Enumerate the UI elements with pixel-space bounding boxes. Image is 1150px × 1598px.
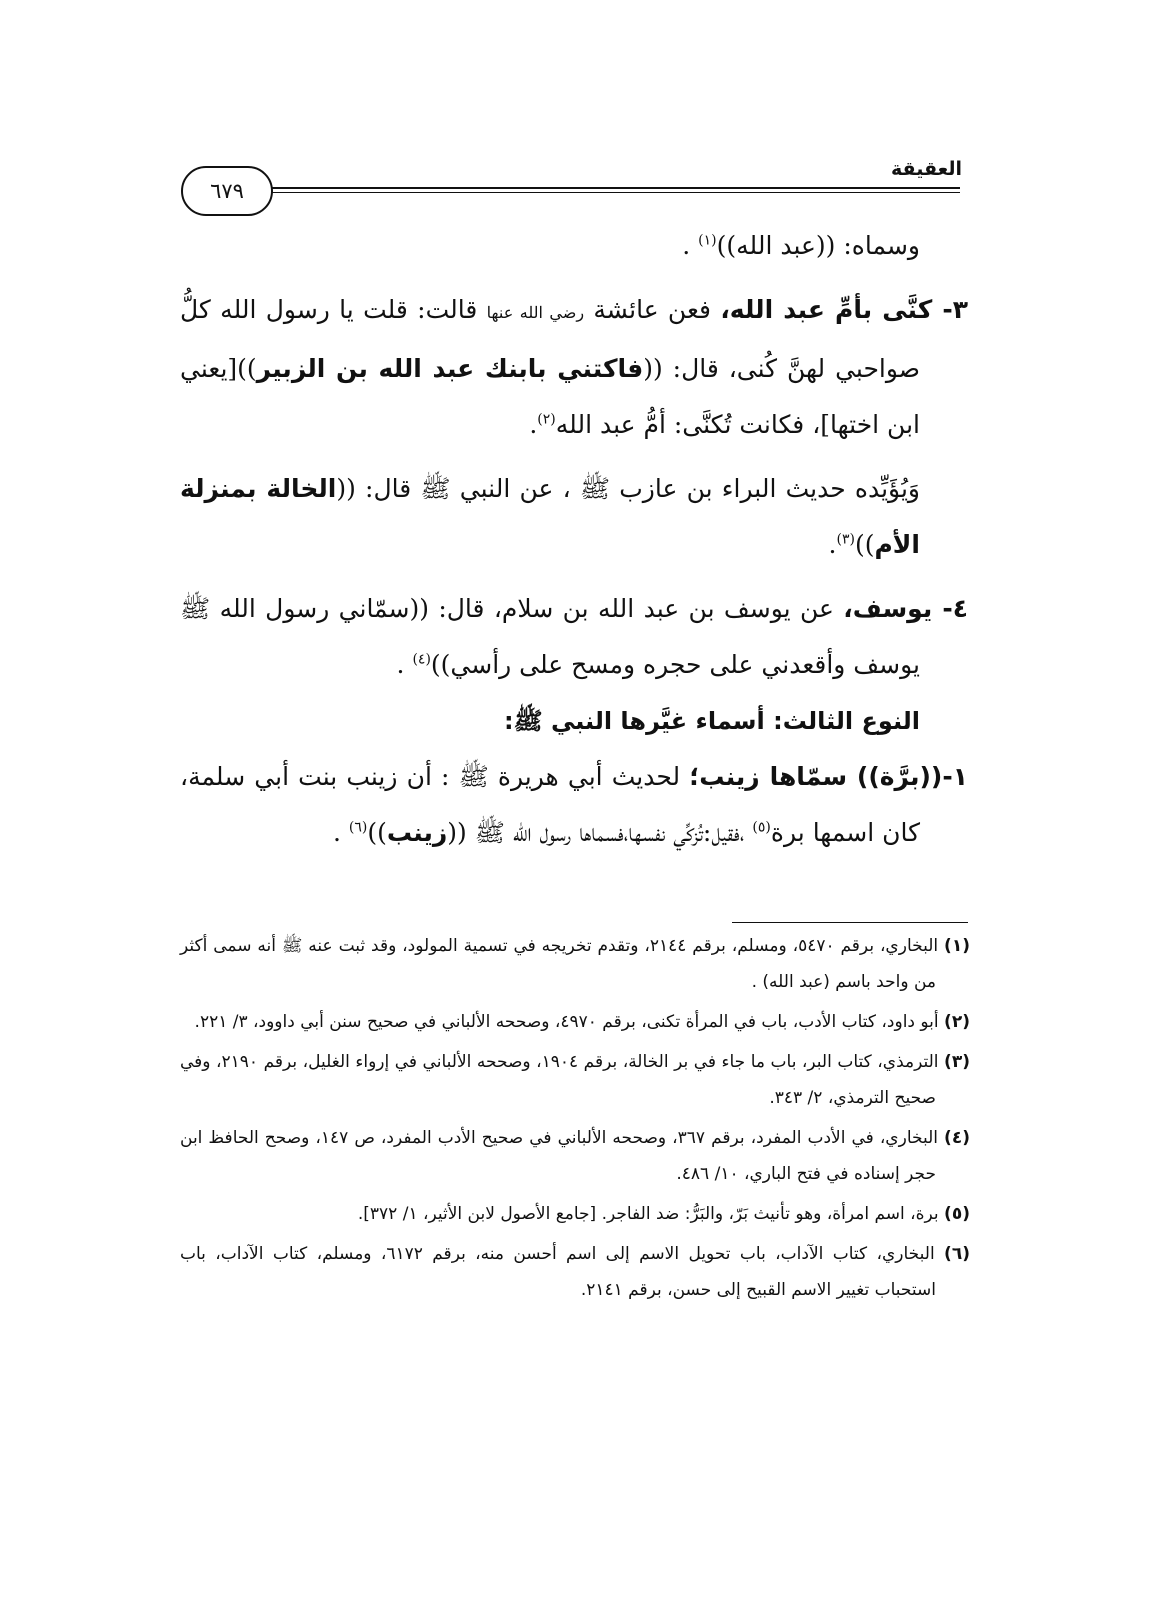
footnote-ref-3[interactable]: (٣): [836, 531, 855, 548]
footnote-ref-1[interactable]: (١): [698, 232, 717, 249]
footnote-separator: [732, 922, 968, 923]
footnote: (٥) برة، اسم امرأة، وهو تأنيث بَرّ، والبَرُّ: ضد الفاجر. [جامع الأصول لابن الأثير، ١/ ٣٧٢].: [357, 1204, 970, 1224]
footnote-ref-5[interactable]: (٥): [752, 819, 771, 836]
header-rule-thin: [262, 192, 960, 193]
hadith-quote: زينب: [386, 818, 448, 847]
footnote: (٣) الترمذي، كتاب البر، باب ما جاء في بر الخالة، برقم ١٩٠٤، وصححه الألباني في إرواء الغليل، برقم ٢١٩٠، وفي صحيح الترمذي، ٢/ ٣٤٣.: [180, 1052, 970, 1108]
footnote: (١) البخاري، برقم ٥٤٧٠، ومسلم، برقم ٢١٤٤، وتقدم تخريجه في تسمية المولود، وقد ثبت عنه ﷺ أنه سمى أكثر من واحد باسم (عبد الله) .: [180, 936, 970, 992]
list-item-3: ٣- كنَّى بأمِّ عبد الله، فعن عائشة رضي الله عنها قالت: قلت يا رسول الله كلُّ صواحبي لهنَّ كُنى، قال: ((فاكتني بابنك عبد الله بن الزبير))[يعني ابن اختها]، فكانت تُكنَّى: أمُّ عبد الله$^{(٢)}$.: [180, 295, 968, 439]
footnote-ref-2[interactable]: (٢): [537, 411, 556, 428]
footnotes: [180, 928, 970, 1312]
running-header-title: العقيقة: [891, 158, 962, 180]
page-number: ٦٧٩: [210, 179, 244, 203]
paragraph-supporting-hadith: وَيُؤَيِّده حديث البراء بن عازب ﷺ ، عن النبي ﷺ قال: ((الخالة بمنزلة الأم))$^{(٣)}$.: [180, 474, 920, 559]
footnote-ref-4[interactable]: (٤): [412, 651, 431, 668]
list-item-4: ٤- يوسف، عن يوسف بن عبد الله بن سلام، قال: ((سمّاني رسول الله ﷺ يوسف وأقعدني على حجره ومسح على رأسي))$^{(٤)}$ .: [180, 594, 968, 679]
footnote: (٢) أبو داود، كتاب الأدب، باب في المرأة تكنى، برقم ٤٩٧٠، وصححه الألباني في صحيح سنن أبي داوود، ٣/ ٢٢١.: [194, 1012, 970, 1032]
item-number: ١-: [942, 762, 968, 791]
item-number: ٣-: [932, 295, 968, 324]
item-heading: ((برَّة)) سمّاها زينب؛: [689, 762, 943, 791]
item-heading: يوسف،: [843, 594, 933, 623]
footnote-ref-6[interactable]: (٦): [348, 819, 368, 836]
item-number: ٤-: [932, 594, 968, 623]
honorific: رضي الله عنها: [486, 303, 585, 322]
list-item-1: ١-((برَّة)) سمّاها زينب؛ لحديث أبي هريرة ﷺ : أن زينب بنت أبي سلمة، كان اسمها برة$^{(٥)}$ ،فقيل:تُزكِّي نفسها،فسماها رسول الله ﷺ ((زينب))$^{(٦)}$ .: [180, 762, 968, 847]
footnote: (٦) البخاري، كتاب الآداب، باب تحويل الاسم إلى اسم أحسن منه، برقم ٦١٧٢، ومسلم، كتاب الآداب، باب استحباب تغيير الاسم القبيح إلى حسن، برقم ٢١٤١.: [180, 1244, 970, 1300]
page-number-badge: [181, 166, 273, 216]
paragraph-named-abdullah: وسماه: ((عبد الله))$^{(١)}$ .: [682, 231, 920, 260]
main-text: [180, 218, 968, 861]
hadith-quote: الخالة بمنزلة الأم: [180, 474, 920, 559]
item-heading: كنَّى بأمِّ عبد الله،: [720, 295, 933, 324]
hadith-quote: فاكتني بابنك عبد الله بن الزبير: [256, 354, 644, 383]
header-rule: [262, 187, 960, 189]
footnote: (٤) البخاري، في الأدب المفرد، برقم ٣٦٧، وصححه الألباني في صحيح الأدب المفرد، ص ١٤٧، وصحح الحافظ ابن حجر إسناده في فتح الباري، ١٠/ ٤٨٦.: [180, 1128, 970, 1184]
section-heading: النوع الثالث: أسماء غيَّرها النبي ﷺ:: [504, 707, 920, 735]
